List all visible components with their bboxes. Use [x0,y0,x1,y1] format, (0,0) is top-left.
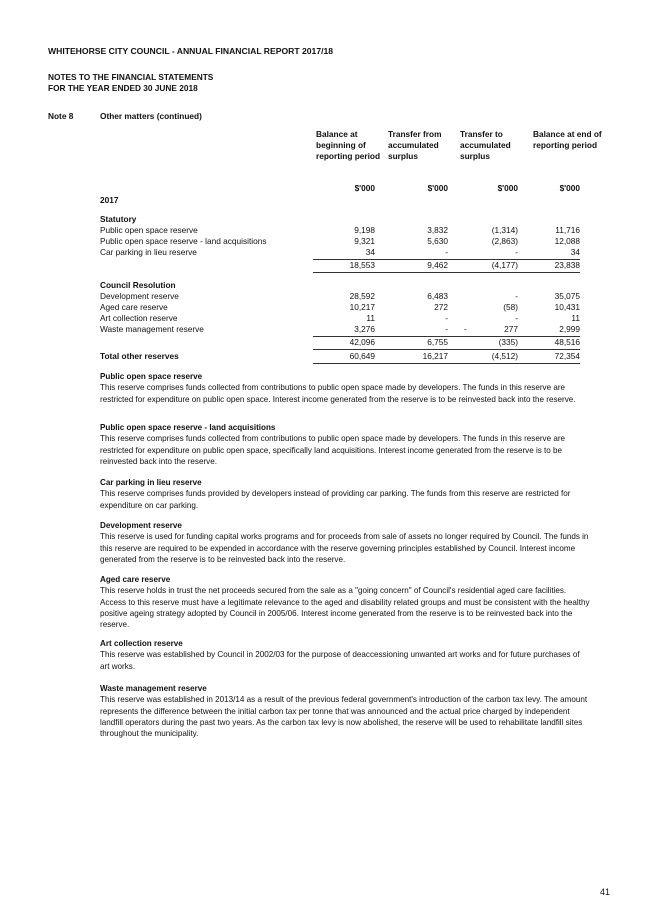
cell-transfer-to: (4,512) [491,351,518,361]
notes-heading [48,72,213,94]
cell-opening: 34 [365,247,375,257]
grand-total-bottom-rule [313,363,580,364]
units-label: $'000 [497,183,518,193]
reserve-heading: Public open space reserve - land acquisitions [100,423,276,432]
note-title: Other matters (continued) [100,111,202,121]
row-label: Waste management reserve [100,324,204,334]
reserve-heading: Aged care reserve [100,575,171,584]
grand-total-row [100,351,580,362]
reserve-text: This reserve was established by Council in 2002/03 for the purpose of deaccessioning unwanted art works and for future purchases of art works. [100,650,580,671]
report-title: WHITEHORSE CITY COUNCIL - ANNUAL FINANCIAL REPORT 2017/18 [48,46,334,56]
reserve-heading: Art collection reserve [100,639,183,648]
cell-opening: 42,096 [349,337,375,347]
reserve-text: This reserve comprises funds collected from contributions to public open space made by developers. The funds in this reserve are restricted for expenditure on public open space. Interest income generated from the reserve is to be reinvested back into the reserve. [100,383,576,404]
table-row [100,313,580,324]
reserve-description [100,371,590,405]
reserve-text: This reserve comprises funds collected from contributions to public open space made by developers. The funds in this reserve are restricted for expenditure on public open space, specifically land acquisitions. Interest income generated from the reserve is to be reinvested back into the reserve. [100,434,566,466]
cell-transfer-to: (1,314) [491,225,518,235]
cell-transfer-to: 277 [504,324,518,334]
reserve-text: This reserve is used for funding capital works programs and for proceeds from sale of assets no longer required by Council. The funds in this reserve are required to be expended in accordance with the reserve governing principles established by Council. Interest income generated from the reserve is to be reinvested back into the reserve. [100,532,589,564]
cell-transfer-to: - [515,247,518,257]
reserve-description [100,477,590,511]
reserve-heading: Development reserve [100,521,182,530]
cell-closing: 2,999 [559,324,580,334]
row-label: Public open space reserve [100,225,198,235]
column-header-closing-balance: Balance at end of reporting period [533,129,602,151]
note-number: Note 8 [48,111,74,121]
cell-opening: 60,649 [349,351,375,361]
row-label: Development reserve [100,291,179,301]
year-label: 2017 [100,195,119,205]
reserve-description [100,574,590,630]
cell-transfer-to: (58) [503,302,518,312]
cell-transfer-from: 3,832 [427,225,448,235]
notes-heading-line1: NOTES TO THE FINANCIAL STATEMENTS [48,72,214,82]
subtotal-bottom-rule [313,272,580,273]
row-label: Total other reserves [100,351,179,361]
units-label: $'000 [559,183,580,193]
cell-transfer-to: - [515,313,518,323]
page-number: 41 [600,887,611,897]
cell-transfer-to: (4,177) [491,260,518,270]
cell-closing: 72,354 [554,351,580,361]
cell-opening: 3,276 [354,324,375,334]
cell-transfer-from: 16,217 [422,351,448,361]
cell-transfer-from: 272 [434,302,448,312]
notes-heading-line2: FOR THE YEAR ENDED 30 JUNE 2018 [48,83,198,93]
cell-transfer-from: 5,630 [427,236,448,246]
cell-transfer-to: (2,863) [491,236,518,246]
subtotal-row [100,260,580,271]
reserve-description [100,520,590,565]
row-label: Public open space reserve - land acquisitions [100,236,267,246]
cell-opening: 28,592 [349,291,375,301]
cell-transfer-from: 6,755 [427,337,448,347]
grand-total-top-rule [313,349,580,350]
cell-opening: 9,198 [354,225,375,235]
reserve-heading: Waste management reserve [100,684,207,693]
row-label: Aged care reserve [100,302,168,312]
table-row [100,236,580,247]
reserve-description [100,683,590,739]
table-row [100,225,580,236]
column-header-transfer-from: Transfer from accumulated surplus [388,129,442,162]
cell-closing: 23,838 [554,260,580,270]
cell-extra-dash: - [464,324,467,334]
cell-closing: 11,716 [555,225,580,235]
column-header-opening-balance: Balance at beginning of reporting period [316,129,381,162]
cell-closing: 35,075 [554,291,580,301]
units-label: $'000 [427,183,448,193]
cell-closing: 48,516 [554,337,580,347]
subtotal-row [100,337,580,348]
reserve-description [100,638,590,672]
row-label: Car parking in lieu reserve [100,247,197,257]
cell-closing: 34 [570,247,580,257]
table-row [100,291,580,302]
reserve-text: This reserve comprises funds provided by developers instead of providing car parking. The funds from this reserve are restricted for expenditure on car parking. [100,489,571,510]
cell-closing: 10,431 [554,302,580,312]
cell-transfer-from: - [445,324,448,334]
cell-closing: 12,088 [554,236,580,246]
section-heading-council: Council Resolution [100,280,176,290]
reserve-text: This reserve holds in trust the net proceeds secured from the sale as a "going concern" of Council's residential aged care facilities. Access to this reserve must have a legitimate relevance to the aged and disability related groups and must be consistent with the healthy positive ageing strategy adopted by Council in 2005/06. Interest income generated from the reserve is to be reinvested back into the reserve. [100,586,590,630]
cell-opening: 10,217 [349,302,375,312]
section-heading-statutory: Statutory [100,214,137,224]
cell-transfer-from: 6,483 [427,291,448,301]
cell-transfer-to: - [515,291,518,301]
cell-transfer-from: - [445,247,448,257]
units-label: $'000 [354,183,375,193]
cell-closing: 11 [571,313,580,323]
column-header-transfer-to: Transfer to accumulated surplus [460,129,511,162]
cell-transfer-from: - [445,313,448,323]
cell-opening: 9,321 [354,236,375,246]
reserve-description [100,422,590,467]
reserve-heading: Public open space reserve [100,372,203,381]
table-row [100,247,580,258]
cell-transfer-from: 9,462 [427,260,448,270]
reserve-text: This reserve was established in 2013/14 as a result of the previous federal government's introduction of the carbon tax levy. The amount represents the difference between the initial carbon tax per tonne that was announced and the actual price charged by independent landfill operators during the past two years. As the carbon tax levy is now abolished, the reserve will be used to rehabilitate landfill sites throughout the municipality. [100,695,588,739]
row-label: Art collection reserve [100,313,178,323]
cell-opening: 18,553 [349,260,375,270]
cell-opening: 11 [366,313,375,323]
cell-transfer-to: (335) [498,337,518,347]
reserve-heading: Car parking in lieu reserve [100,478,202,487]
table-row [100,302,580,313]
table-row [100,324,580,335]
